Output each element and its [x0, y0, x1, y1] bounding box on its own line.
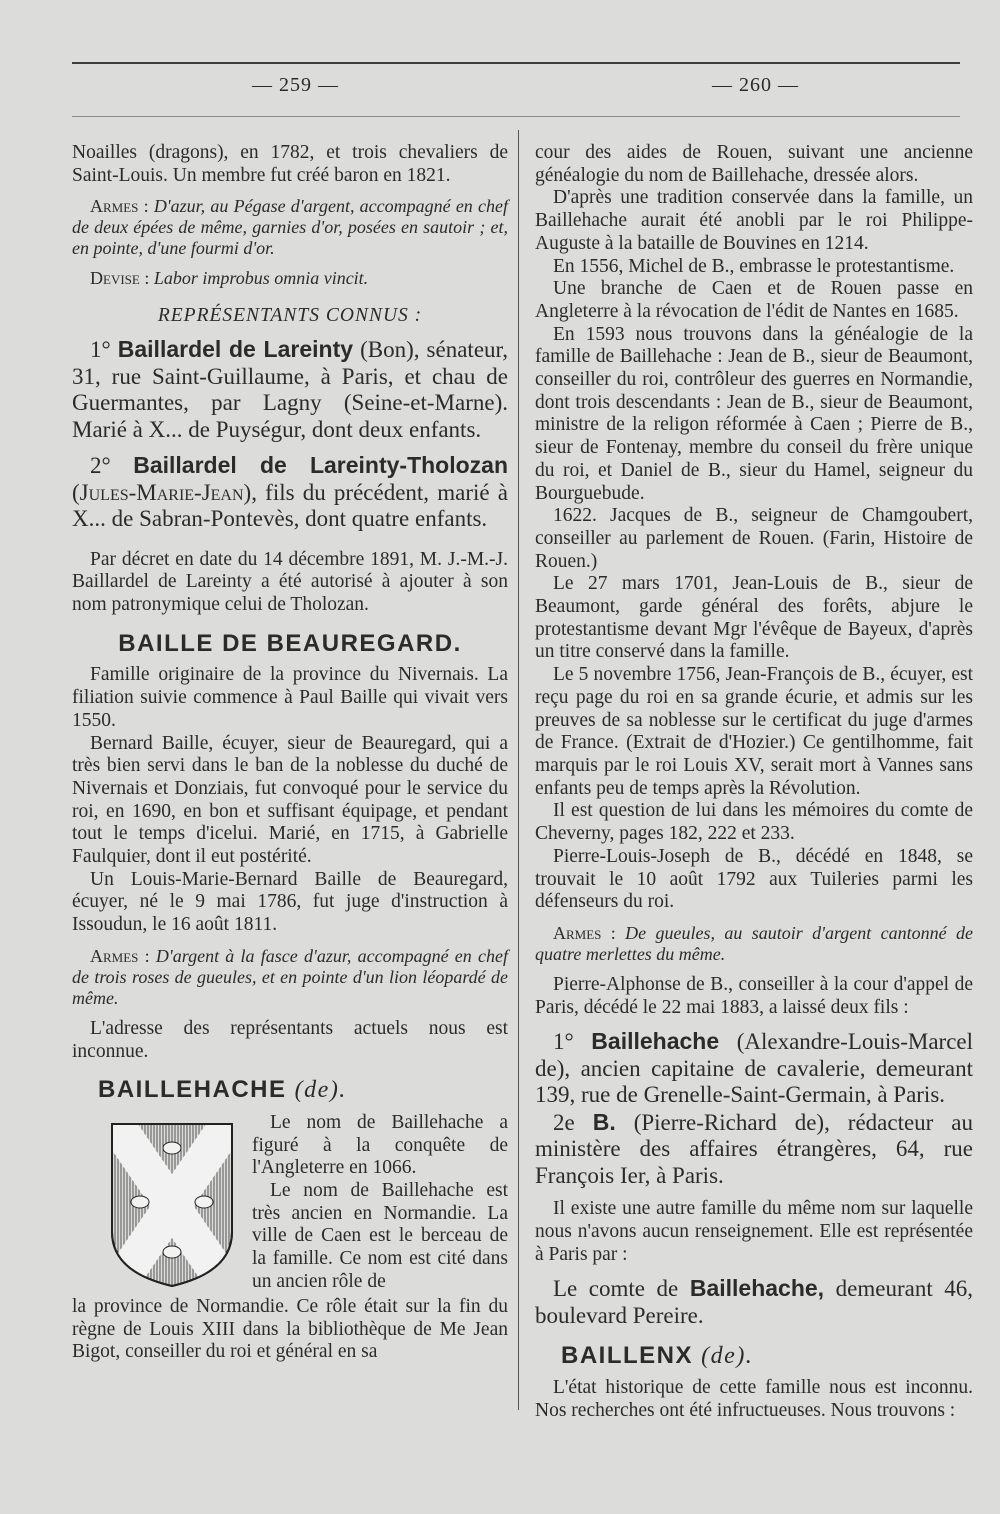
son2-number: 2e — [553, 1109, 575, 1135]
tradition-paragraph: D'après une tradition conservée dans la famille, un Baillehache aurait été anobli par le roi Philippe-Auguste à la bataille de Bouvines en 1214. — [535, 187, 973, 254]
heading-baillehache-name: BAILLEHACHE — [98, 1076, 287, 1104]
rep2-number: 2° — [90, 453, 111, 479]
rep1-name: Baillardel de Lareinty — [117, 336, 354, 363]
jacques-paragraph: 1622. Jacques de B., seigneur de Chamgoubert, conseiller au parlement de Rouen. (Farin, Histoire de Rouen.) — [535, 505, 973, 572]
son1-name: Baillehache — [591, 1028, 720, 1055]
top-rule — [72, 62, 960, 64]
comte-prefix: Le comte de — [553, 1276, 679, 1302]
jean-francois-paragraph: Le 5 novembre 1756, Jean-François de B., écuyer, est reçu page du roi en sa grande écurie, et admis sur les preuves de sa noblesse sur le certificat du juge d'armes de France. (Extrait de d'Hozier.) Ce gentilhomme, fait marquis par le roi Louis XV, serait mort à Vannes sans enfants peu de temps après la Révolution. — [535, 664, 973, 799]
autre-famille-paragraph: Il existe une autre famille du même nom sur laquelle nous n'avons aucun renseignement. Elle est représentée à Paris par : — [535, 1198, 973, 1265]
right-column — [535, 142, 973, 1423]
armes-label: Armes : — [90, 945, 150, 966]
armes-text: De gueules, au sautoir d'argent cantonné de quatre merlettes du même. — [535, 922, 974, 964]
jean-louis-paragraph: Le 27 mars 1701, Jean-Louis de B., sieur de Beaumont, garde général des forêts, abjure le protestantisme devant Mgr l'évêque de Bayeux, d'après un titre conservé dans la famille. — [535, 573, 973, 663]
son2-text: (Pierre-Richard de), rédacteur au ministère des affaires étrangères, 64, rue François Ier, à Paris. — [535, 1109, 974, 1188]
armes-baillehache — [535, 923, 973, 965]
armes-label: Armes : — [553, 922, 616, 943]
rep2-given-names: (Jules-Marie-Jean), — [72, 479, 257, 505]
adresse-paragraph: L'adresse des représentants actuels nous est inconnue. — [72, 1017, 508, 1062]
heading-baillenx-particle: (de). — [701, 1343, 754, 1370]
right-page-number: — 260 — — [712, 74, 799, 96]
header-rule — [72, 116, 960, 117]
devise-text: Labor improbus omnia vincit. — [153, 268, 369, 289]
armes-text: D'azur, au Pégase d'argent, accompagné en chef de deux épées de même, garnies d'or, posées en sautoir ; et, en pointe, d'une fourmi d'or. — [72, 196, 508, 259]
baillehache-intro — [252, 1112, 508, 1296]
left-column — [72, 142, 508, 1364]
baillenx-paragraph: L'état historique de cette famille nous est inconnu. Nos recherches ont été infructueuses. Nous trouvons : — [535, 1377, 973, 1421]
baille-paragraph-2: Bernard Baille, écuyer, sieur de Beauregard, qui a très bien servi dans le ban de la noblesse du duché de Nivernais et Donziais, fut convoqué pour le service du roi, en 1690, en bon et suffisant équipage, et pendant tout le temps d'icelui. Marié, en 1715, à Gabrielle Faulquier, dont il eut postérité. — [72, 732, 508, 868]
rep1-text: (Bon), sénateur, 31, rue Saint-Guillaume, à Paris, et chau de Guermantes, par Lagny (Seine-et-Marne). Marié à X... de Puységur, dont deux enfants. — [72, 337, 509, 442]
comte-paragraph — [535, 1275, 973, 1329]
coat-of-arms-icon — [72, 1112, 242, 1296]
heading-baillenx — [535, 1342, 973, 1370]
armes-text: D'argent à la fasce d'azur, accompagné en chef de trois roses de gueules, et en pointe d'un lion léopardé de même. — [72, 945, 509, 1008]
armes-label: Armes : — [90, 196, 149, 217]
decret-paragraph: Par décret en date du 14 décembre 1891, M. J.-M.-J. Baillardel de Lareinty a été autorisé à ajouter à son nom patronymique celui de Tholozan. — [72, 548, 508, 616]
comte-address: demeurant 46, boulevard Pereire. — [535, 1276, 974, 1328]
son1-number: 1° — [553, 1029, 574, 1055]
representative-2 — [72, 452, 508, 533]
rouen-paragraph: cour des aides de Rouen, suivant une ancienne généalogie du nom de Baillehache, dressée alors. — [535, 142, 973, 186]
rep1-number: 1° — [90, 337, 111, 363]
heading-baillehache — [72, 1076, 508, 1104]
son-2 — [535, 1109, 973, 1190]
baillehache-paragraph-2: Le nom de Baillehache est très ancien en Normandie. La ville de Caen est le berceau de la famille. Ce nom est cité dans un ancien rôle de — [252, 1180, 508, 1292]
left-page-number: — 259 — — [252, 74, 339, 96]
baillehache-paragraph-2-continued: la province de Normandie. Ce rôle était sur la fin du règne de Louis XIII dans la bibliothèque de Me Jean Bigot, conseiller du roi et général en sa — [72, 1295, 508, 1363]
representants-subheading: REPRÉSENTANTS CONNUS : — [157, 305, 423, 327]
armes-beauregard — [72, 946, 508, 1009]
rep2-text: fils du précédent, marié à X... de Sabran-Pontevès, dont quatre enfants. — [72, 479, 509, 532]
baillehache-arms-block — [72, 1112, 508, 1296]
comte-name: Baillehache, — [689, 1275, 825, 1302]
baille-paragraph-3: Un Louis-Marie-Bernard Baille de Beauregard, écuyer, né le 9 mai 1786, fut juge d'instruction à Issoudun, le 16 août 1811. — [72, 868, 508, 936]
devise-label: Devise : — [90, 268, 150, 289]
genealogie-paragraph: En 1593 nous trouvons dans la généalogie de la famille de Baillehache : Jean de B., sieur de Beaumont, conseiller du roi, contrôleur des guerres en Normandie, dont trois descendants : Jean de B., sieur de Beaumont, ministre de la religon réformée à Caen ; Pierre de B., sieur de Fontenay, membre du conseil du frère unique du roi, et Daniel de B., sieur du Hamel, seigneur du Bourguebude. — [535, 323, 973, 504]
angleterre-paragraph: Une branche de Caen et de Rouen passe en Angleterre à la révocation de l'édit de Nantes en 1685. — [535, 278, 973, 322]
son2-name: B. — [592, 1108, 616, 1135]
representative-1 — [72, 336, 508, 443]
devise — [72, 268, 508, 289]
baille-paragraph-1: Famille originaire de la province du Nivernais. La filiation suivie commence à Paul Baille qui vivait vers 1550. — [72, 664, 508, 731]
rep2-name: Baillardel de Lareinty-Tholozan — [133, 452, 509, 479]
heading-baillehache-particle: (de). — [294, 1077, 347, 1104]
son-1 — [535, 1028, 973, 1109]
protestantisme-paragraph: En 1556, Michel de B., embrasse le protestantisme. — [553, 255, 955, 277]
pierre-louis-paragraph: Pierre-Louis-Joseph de B., décédé en 1848, se trouvait le 10 août 1792 aux Tuileries parmi les défenseurs du roi. — [535, 845, 973, 913]
noailles-paragraph: Noailles (dragons), en 1782, et trois chevaliers de Saint-Louis. Un membre fut créé baron en 1821. — [72, 142, 508, 186]
column-separator — [518, 130, 519, 1410]
son1-text: (Alexandre-Louis-Marcel de), ancien capitaine de cavalerie, demeurant 139, rue de Grenelle-Saint-Germain, à Paris. — [535, 1029, 974, 1108]
heading-baillenx-name: BAILLENX — [561, 1342, 693, 1370]
pierre-alphonse-paragraph: Pierre-Alphonse de B., conseiller à la cour d'appel de Paris, décédé le 22 mai 1883, a laissé deux fils : — [535, 973, 973, 1018]
armes-lareinty — [72, 196, 508, 259]
cheverny-paragraph: Il est question de lui dans les mémoires du comte de Cheverny, pages 182, 222 et 233. — [535, 800, 973, 845]
baillehache-paragraph-1: Le nom de Baillehache a figuré à la conquête de l'Angleterre en 1066. — [252, 1111, 508, 1179]
heading-baille-de-beauregard: BAILLE DE BEAUREGARD. — [118, 629, 462, 657]
